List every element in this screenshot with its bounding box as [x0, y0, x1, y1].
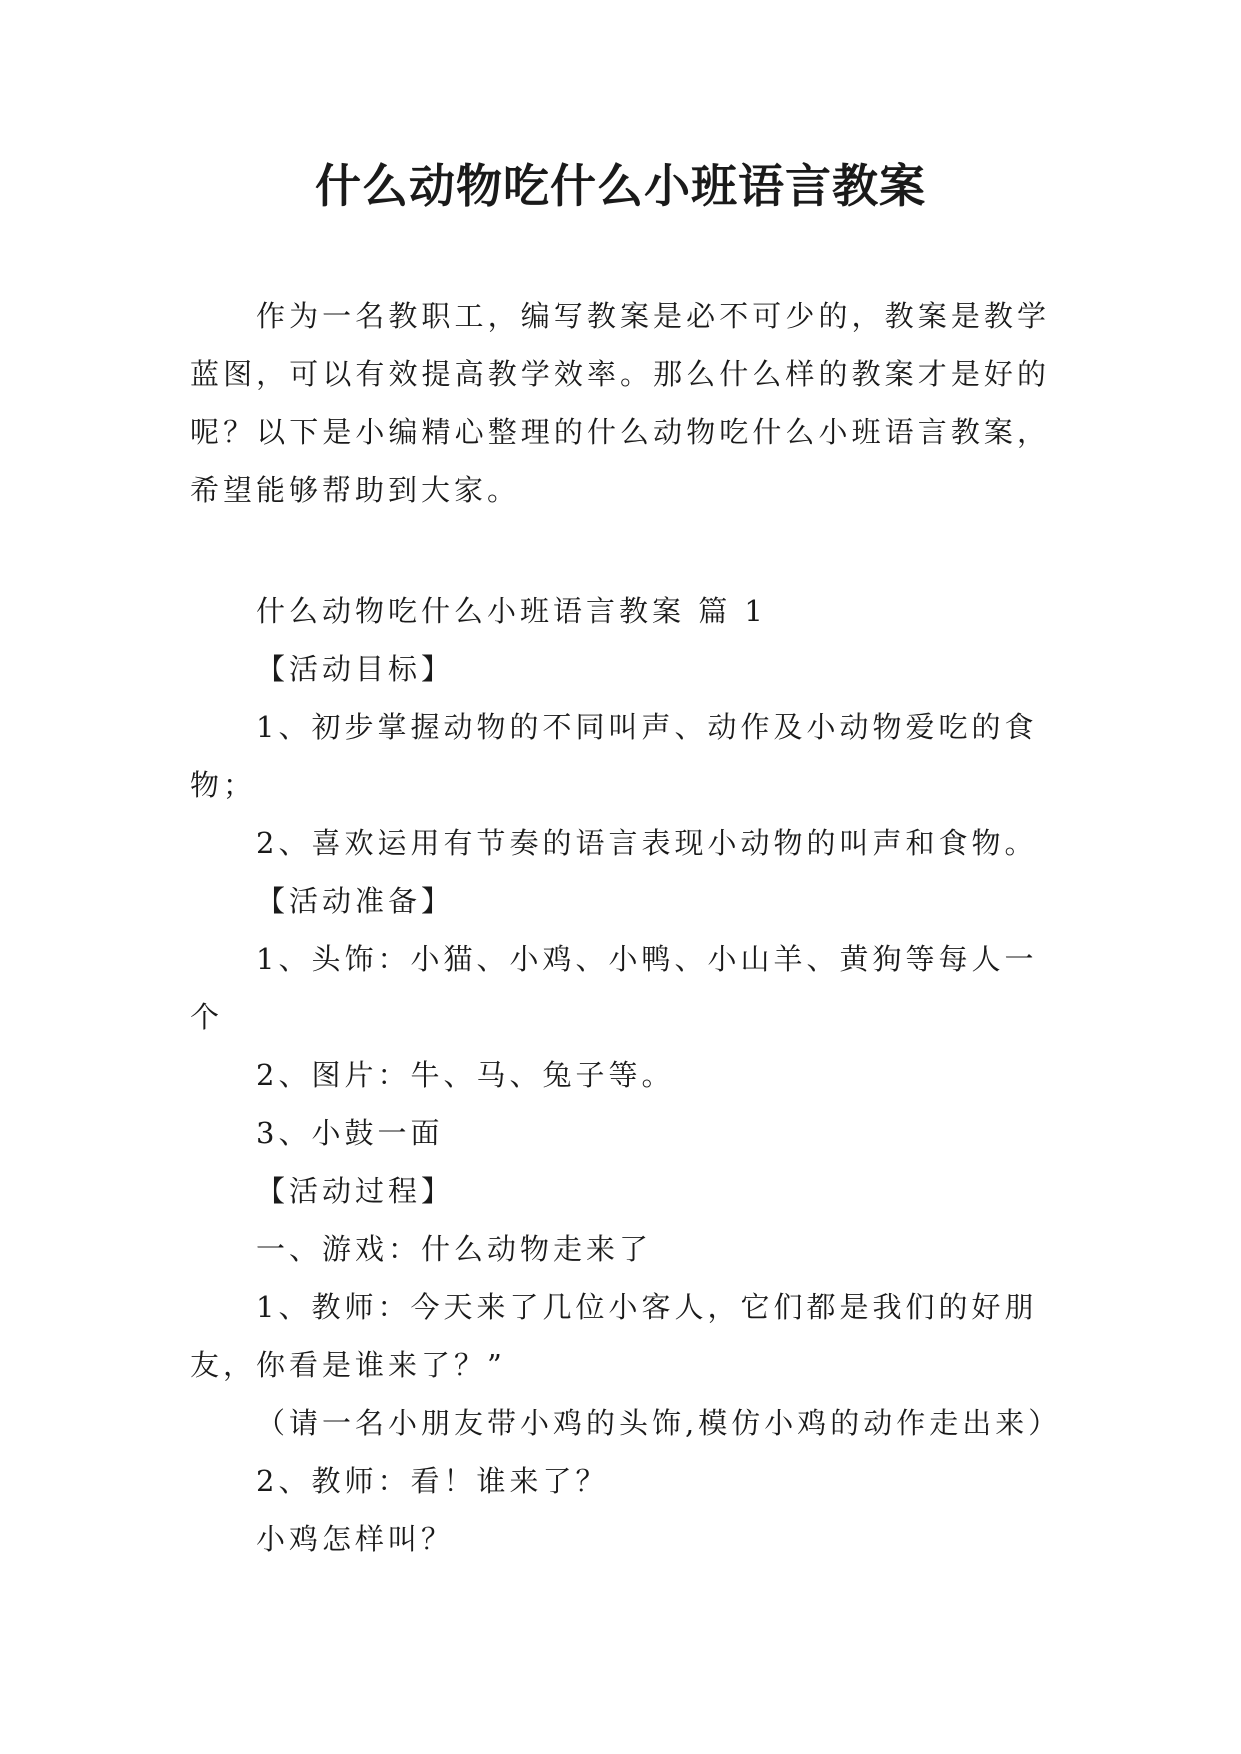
- intro-section: [190, 287, 1050, 519]
- paragraph: 1、教师：今天来了几位小客人，它们都是我们的好朋友，你看是谁来了？”: [190, 1290, 1038, 1382]
- subheading-activity-preparation: 【活动准备】: [256, 884, 455, 918]
- lesson-content: [190, 582, 1062, 1568]
- paragraph: 2、喜欢运用有节奏的语言表现小动物的叫声和食物。: [256, 826, 1038, 860]
- subheading-activity-process: 【活动过程】: [256, 1174, 455, 1208]
- paragraph: 1、头饰：小猫、小鸡、小鸭、小山羊、黄狗等每人一个: [190, 942, 1038, 1034]
- paragraph: 2、教师：看！谁来了？: [256, 1464, 609, 1498]
- paragraph: （请一名小朋友带小鸡的头饰,模仿小鸡的动作走出来）: [256, 1406, 1062, 1440]
- paragraph: 1、初步掌握动物的不同叫声、动作及小动物爱吃的食物；: [190, 710, 1038, 802]
- paragraph: 一、游戏：什么动物走来了: [256, 1232, 653, 1266]
- document-title: 什么动物吃什么小班语言教案: [315, 159, 926, 213]
- paragraph: 3、小鼓一面: [256, 1116, 444, 1150]
- section-heading: 什么动物吃什么小班语言教案 篇 1: [256, 594, 767, 628]
- subheading-activity-goals: 【活动目标】: [256, 652, 455, 686]
- intro-paragraph: 作为一名教职工，编写教案是必不可少的，教案是教学蓝图，可以有效提高教学效率。那么什么样的教案才是好的呢？以下是小编精心整理的什么动物吃什么小班语言教案，希望能够帮助到大家。: [190, 299, 1050, 507]
- paragraph: 2、图片：牛、马、兔子等。: [256, 1058, 675, 1092]
- paragraph: 小鸡怎样叫？: [256, 1522, 455, 1556]
